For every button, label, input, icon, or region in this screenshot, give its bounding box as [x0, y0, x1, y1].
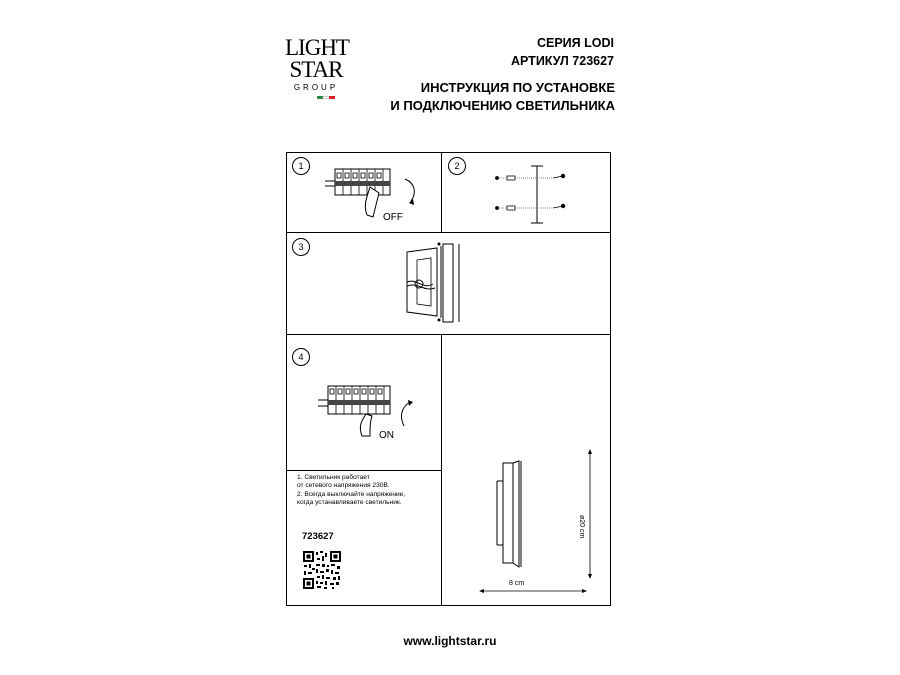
note-line: 2. Всегда выключайте напряжение, [297, 490, 406, 498]
safety-notes [297, 474, 437, 508]
step-4-number: 4 [292, 348, 310, 366]
article-code: 723627 [302, 531, 334, 542]
height-dimension-label: ø20 cm [578, 515, 585, 539]
note-line: от сетевого напряжения 230В. [297, 482, 390, 490]
instruction-title-line1: ИНСТРУКЦИЯ ПО УСТАНОВКЕ [420, 80, 615, 95]
step-4-on-label: ON [379, 430, 394, 441]
step-1-off-label: OFF [383, 212, 403, 223]
article-number: АРТИКУЛ 723627 [510, 54, 614, 68]
grid-divider [286, 470, 442, 471]
italian-flag-icon [317, 96, 335, 99]
note-line: 1. Светильник работает [297, 474, 370, 481]
logo-text-light: LIGHT [285, 35, 349, 60]
step-1-breaker-off-illustration [325, 165, 430, 225]
grid-divider [441, 152, 442, 232]
instruction-title-line2: И ПОДКЛЮЧЕНИЮ СВЕТИЛЬНИКА [390, 98, 615, 113]
step-3-mounting-illustration [395, 238, 475, 328]
step-2-number: 2 [448, 157, 466, 175]
grid-divider [286, 334, 611, 335]
grid-divider [441, 334, 442, 606]
step-3-number: 3 [292, 238, 310, 256]
note-line: когда устанавливаете светильник. [297, 499, 402, 507]
qr-code-icon [302, 550, 342, 590]
logo-text-group: GROUP [293, 83, 339, 92]
step-2-wiring-illustration [493, 162, 583, 227]
logo-text-star: STAR [289, 57, 343, 82]
footer-website-url: www.lightstar.ru [403, 634, 497, 648]
series-name: СЕРИЯ LODI [536, 36, 614, 50]
step-1-number: 1 [292, 157, 310, 175]
step-4-breaker-on-illustration [318, 380, 423, 440]
width-dimension-label: 8 cm [509, 580, 525, 587]
brand-logo [285, 36, 347, 106]
grid-divider [286, 232, 611, 233]
